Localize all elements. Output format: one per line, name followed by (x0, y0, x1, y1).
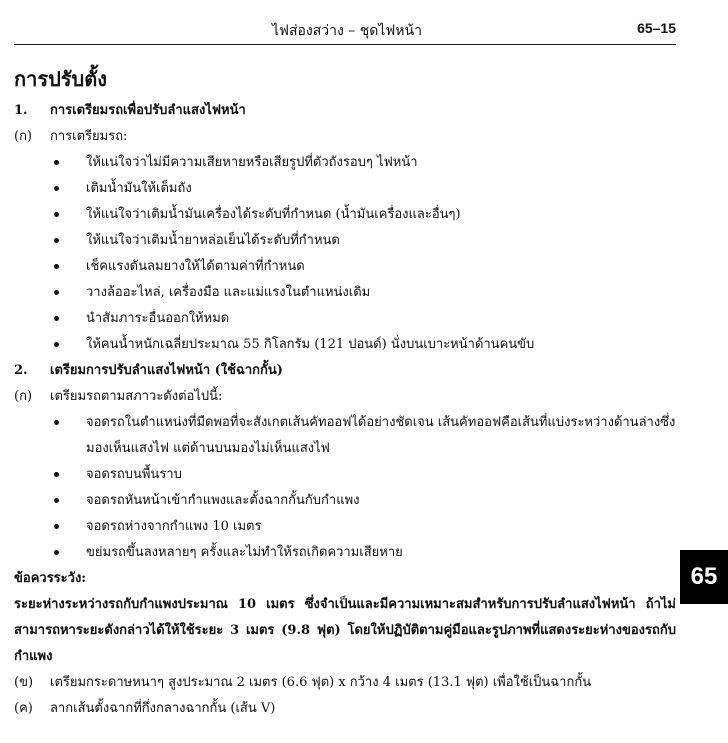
page-header (0, 0, 728, 48)
page-number: 65–15 (637, 20, 676, 36)
caution-title: ข้อควรระวัง: (14, 571, 87, 586)
list-item-text: จอดรถบนพื้นราบ (86, 467, 182, 482)
step-1-sub-a (14, 124, 676, 150)
step-2-bullet-list (14, 410, 676, 566)
sub-text: ลากเส้นตั้งฉากที่กึ่งกลางฉากกั้น (เส้น V) (50, 701, 276, 716)
sub-text: การเตรียมรถ: (50, 129, 128, 144)
step-number: 1. (14, 103, 28, 118)
bullet-icon (50, 306, 86, 332)
list-item (14, 410, 676, 462)
bullet-icon (50, 462, 86, 488)
list-item-text: วางล้ออะไหล่, เครื่องมือ และแม่แรงในตำแหน่งเดิม (86, 285, 371, 300)
list-item-text: ให้คนน้ำหนักเฉลี่ยประมาณ 55 กิโลกรัม (121 ปอนด์) นั่งบนเบาะหน้าด้านคนขับ (86, 337, 535, 352)
list-item-text: เติมน้ำมันให้เต็มถัง (86, 181, 192, 196)
sub-text: เตรียมกระดาษหนาๆ สูงประมาณ 2 เมตร (6.6 ฟุต) x กว้าง 4 เมตร (13.1 ฟุต) เพื่อใช้เป็นฉากกั้น (50, 675, 592, 690)
list-item-text: ให้แน่ใจว่าไม่มีความเสียหายหรือเสียรูปที่ตัวถังรอบๆ ไฟหน้า (86, 155, 418, 170)
step-title: เตรียมการปรับลำแสงไฟหน้า (ใช้ฉากกั้น) (50, 363, 283, 378)
list-item-text: จอดรถห่างจากกำแพง 10 เมตร (86, 519, 262, 534)
bullet-icon (50, 202, 86, 228)
list-item-text: จอดรถหันหน้าเข้ากำแพงและตั้งฉากกั้นกับกำแพง (86, 493, 360, 508)
bullet-icon (50, 228, 86, 254)
step-1-heading (14, 98, 676, 124)
list-item (14, 540, 676, 566)
sub-marker: (ก) (14, 129, 33, 144)
bullet-icon (50, 540, 86, 566)
bullet-icon (50, 410, 86, 462)
list-item (14, 462, 676, 488)
list-item (14, 514, 676, 540)
bullet-icon (50, 514, 86, 540)
sub-marker: (ก) (14, 389, 33, 404)
bullet-icon (50, 280, 86, 306)
bullet-icon (50, 150, 86, 176)
section-heading: การปรับตั้ง (14, 67, 107, 91)
bullet-icon (50, 254, 86, 280)
list-item-text: เช็คแรงดันลมยางให้ได้ตามค่าที่กำหนด (86, 259, 305, 274)
bullet-icon (50, 488, 86, 514)
list-item (14, 202, 676, 228)
header-title: ไฟส่องสว่าง – ชุดไฟหน้า (272, 23, 422, 39)
document-body (14, 62, 676, 722)
caution-text: ระยะห่างระหว่างรถกับกำแพงประมาณ 10 เมตร ซึ่งจำเป็นและมีความเหมาะสมสำหรับการปรับลำแสงไฟหน้า ถ้าไม่สามารถหาระยะดังกล่าวได้ให้ใช้ระยะ 3 เมตร (9.8 ฟุต) โดยให้ปฏิบัติตามคู่มือและรูปภาพที่แสดงระยะห่างของรถกับกำแพง (14, 597, 676, 664)
step-2-sub-a (14, 384, 676, 410)
sub-marker: (ข) (14, 675, 34, 690)
list-item (14, 332, 676, 358)
sub-text: เตรียมรถตามสภาวะดังต่อไปนี้: (50, 389, 223, 404)
list-item (14, 150, 676, 176)
list-item (14, 488, 676, 514)
list-item-text: ให้แน่ใจว่าเติมน้ำยาหล่อเย็นได้ระดับที่กำหนด (86, 233, 340, 248)
list-item (14, 306, 676, 332)
sub-marker: (ค) (14, 701, 33, 716)
list-item (14, 254, 676, 280)
step-1-bullet-list (14, 150, 676, 358)
step-number: 2. (14, 363, 28, 378)
header-divider (14, 44, 676, 45)
chapter-tab: 65 (680, 550, 728, 604)
list-item-text: จอดรถในตำแหน่งที่มืดพอที่จะสังเกตเส้นคัทออฟได้อย่างชัดเจน เส้นคัทออฟคือเส้นที่แบ่งระหว่างด้านล่างซึ่งมองเห็นแสงไฟ แต่ด้านบนมองไม่เห็นแสงไฟ (86, 415, 676, 456)
bullet-icon (50, 332, 86, 358)
list-item (14, 228, 676, 254)
list-item-text: ขย่มรถขึ้นลงหลายๆ ครั้งและไม่ทำให้รถเกิดความเสียหาย (86, 545, 403, 560)
step-title: การเตรียมรถเพื่อปรับลำแสงไฟหน้า (50, 103, 246, 118)
bullet-icon (50, 176, 86, 202)
list-item (14, 280, 676, 306)
step-2-sub-b (14, 670, 676, 696)
list-item-text: ให้แน่ใจว่าเติมน้ำมันเครื่องได้ระดับที่กำหนด (น้ำมันเครื่องและอื่นๆ) (86, 207, 461, 222)
step-2-sub-c (14, 696, 676, 722)
step-2-heading (14, 358, 676, 384)
list-item (14, 176, 676, 202)
list-item-text: นำสัมภาระอื่นออกให้หมด (86, 311, 230, 326)
